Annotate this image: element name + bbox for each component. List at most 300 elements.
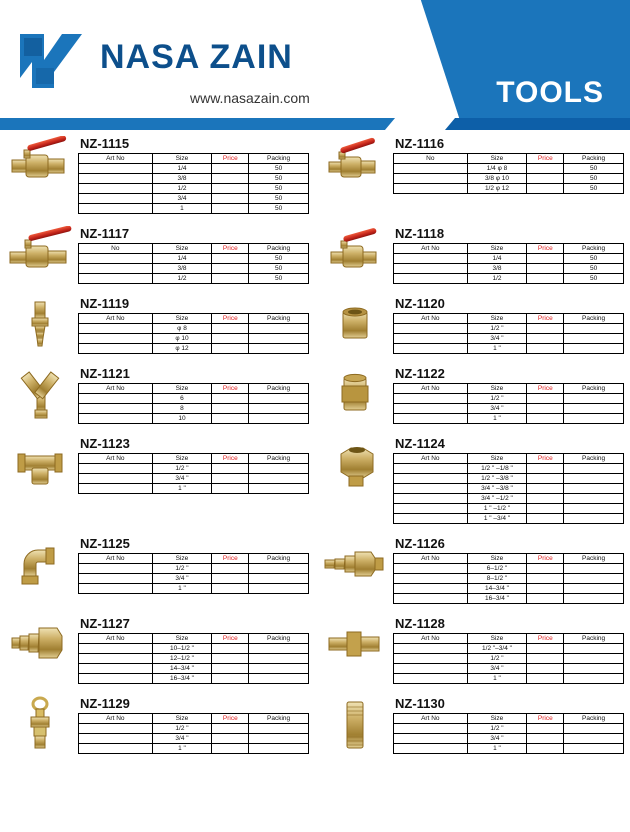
product-code: NZ-1118 bbox=[395, 226, 445, 241]
cell-packing bbox=[249, 744, 309, 754]
col-header-size: Size bbox=[152, 384, 212, 394]
table-row bbox=[394, 414, 624, 424]
table-header-row bbox=[79, 554, 309, 564]
cell-size: 1 " bbox=[467, 674, 527, 684]
cell-price bbox=[527, 654, 564, 664]
product-cell bbox=[0, 530, 315, 610]
table-row bbox=[394, 664, 624, 674]
table-row bbox=[79, 344, 309, 354]
product-cell bbox=[315, 610, 630, 690]
table-row bbox=[394, 744, 624, 754]
col-header-price: Price bbox=[527, 554, 564, 564]
col-header-art-no: Art No bbox=[79, 554, 153, 564]
col-header-packing: Packing bbox=[249, 714, 309, 724]
cell-price bbox=[527, 574, 564, 584]
cell-size: 1 " bbox=[152, 484, 212, 494]
product-cell bbox=[0, 360, 315, 430]
cell-price bbox=[212, 474, 249, 484]
cell-packing: 50 bbox=[564, 254, 624, 264]
cell-art bbox=[79, 664, 153, 674]
table-row bbox=[394, 404, 624, 414]
table-row bbox=[394, 574, 624, 584]
product-details bbox=[391, 616, 624, 684]
col-header-price: Price bbox=[212, 634, 249, 644]
col-header-price: Price bbox=[527, 154, 564, 164]
spec-table bbox=[78, 383, 309, 424]
cell-packing bbox=[564, 724, 624, 734]
cell-art bbox=[394, 504, 468, 514]
col-header-art-no: Art No bbox=[394, 454, 468, 464]
product-details bbox=[76, 296, 309, 354]
cell-size: 1/2 bbox=[152, 184, 212, 194]
cell-packing bbox=[249, 394, 309, 404]
cell-packing: 50 bbox=[564, 184, 624, 194]
table-row bbox=[79, 204, 309, 214]
col-header-packing: Packing bbox=[249, 154, 309, 164]
cell-packing bbox=[249, 344, 309, 354]
cell-size: 1/2 " bbox=[467, 724, 527, 734]
product-cell bbox=[315, 220, 630, 290]
cell-size: 1/2 " bbox=[467, 654, 527, 664]
table-header-row bbox=[394, 634, 624, 644]
cell-price bbox=[212, 724, 249, 734]
col-header-art-no: Art No bbox=[394, 554, 468, 564]
table-row bbox=[79, 334, 309, 344]
cell-packing bbox=[564, 514, 624, 524]
col-header-price: Price bbox=[212, 454, 249, 464]
table-row bbox=[79, 164, 309, 174]
cell-art bbox=[394, 584, 468, 594]
table-row bbox=[394, 464, 624, 474]
table-row bbox=[79, 584, 309, 594]
cell-size: 1/4 bbox=[152, 254, 212, 264]
cell-price bbox=[527, 174, 564, 184]
product-code: NZ-1119 bbox=[80, 296, 130, 311]
cell-packing bbox=[249, 324, 309, 334]
cell-size: 8 bbox=[152, 404, 212, 414]
cell-size: 16–3/4 " bbox=[467, 594, 527, 604]
col-header-size: Size bbox=[467, 154, 527, 164]
col-header-size: Size bbox=[467, 454, 527, 464]
cell-price bbox=[527, 254, 564, 264]
tee-fitting-icon bbox=[4, 436, 76, 492]
cell-price bbox=[527, 514, 564, 524]
table-row bbox=[79, 574, 309, 584]
cell-size: 1 " –3/4 " bbox=[467, 514, 527, 524]
cell-price bbox=[527, 744, 564, 754]
table-row bbox=[394, 654, 624, 664]
product-details bbox=[391, 536, 624, 604]
cell-size: 1 " bbox=[467, 744, 527, 754]
table-row bbox=[394, 504, 624, 514]
cell-packing bbox=[564, 414, 624, 424]
header-band-wedge bbox=[385, 118, 455, 130]
col-header-price: Price bbox=[212, 314, 249, 324]
col-header-art-no: Art No bbox=[79, 714, 153, 724]
col-header-packing: Packing bbox=[564, 314, 624, 324]
cell-packing bbox=[249, 484, 309, 494]
cell-art bbox=[394, 174, 468, 184]
product-code: NZ-1123 bbox=[80, 436, 130, 451]
cell-packing: 50 bbox=[564, 274, 624, 284]
table-header-row bbox=[394, 314, 624, 324]
table-row bbox=[394, 674, 624, 684]
cell-price bbox=[527, 264, 564, 274]
cell-packing bbox=[564, 564, 624, 574]
header-bottom-band-light bbox=[0, 118, 420, 130]
cell-packing: 50 bbox=[249, 254, 309, 264]
cell-size: 1 " bbox=[152, 744, 212, 754]
table-row bbox=[394, 264, 624, 274]
cell-art bbox=[394, 414, 468, 424]
cell-art bbox=[79, 254, 153, 264]
col-header-packing: Packing bbox=[564, 554, 624, 564]
cell-price bbox=[527, 184, 564, 194]
cell-packing bbox=[564, 594, 624, 604]
cell-art bbox=[394, 474, 468, 484]
cell-packing bbox=[564, 734, 624, 744]
col-header-price: Price bbox=[212, 244, 249, 254]
cell-size: 3/4 " bbox=[467, 334, 527, 344]
cell-packing bbox=[249, 574, 309, 584]
cell-price bbox=[212, 584, 249, 594]
col-header-packing: Packing bbox=[564, 154, 624, 164]
table-header-row bbox=[79, 314, 309, 324]
socket-coupling-icon bbox=[319, 366, 391, 422]
cell-art bbox=[79, 174, 153, 184]
table-header-row bbox=[79, 384, 309, 394]
cell-packing bbox=[564, 744, 624, 754]
catalog-sheet bbox=[0, 130, 630, 760]
cell-packing: 50 bbox=[249, 184, 309, 194]
cell-packing bbox=[564, 484, 624, 494]
col-header-packing: Packing bbox=[249, 454, 309, 464]
cell-packing bbox=[564, 394, 624, 404]
header-accent-notch bbox=[351, 0, 459, 118]
product-code: NZ-1117 bbox=[80, 226, 130, 241]
elbow-fitting-icon bbox=[4, 536, 76, 592]
cell-art bbox=[394, 334, 468, 344]
product-details bbox=[76, 226, 309, 284]
product-grid bbox=[0, 130, 630, 760]
brand-name: NASA ZAIN bbox=[100, 38, 293, 76]
table-row bbox=[79, 324, 309, 334]
spec-table bbox=[78, 713, 309, 754]
table-row bbox=[394, 594, 624, 604]
spec-table bbox=[78, 633, 309, 684]
table-row bbox=[79, 274, 309, 284]
cell-packing bbox=[249, 674, 309, 684]
cell-art bbox=[394, 674, 468, 684]
cell-art bbox=[79, 734, 153, 744]
cell-price bbox=[527, 584, 564, 594]
product-cell bbox=[315, 130, 630, 220]
product-details bbox=[76, 616, 309, 684]
cell-price bbox=[527, 644, 564, 654]
product-details bbox=[391, 136, 624, 194]
col-header-size: Size bbox=[467, 314, 527, 324]
col-header-art-no: Art No bbox=[79, 634, 153, 644]
ball-valve-compact-icon bbox=[319, 226, 391, 282]
product-details bbox=[391, 296, 624, 354]
cell-art bbox=[394, 464, 468, 474]
spec-table bbox=[393, 153, 624, 194]
cell-price bbox=[527, 594, 564, 604]
cell-price bbox=[212, 264, 249, 274]
cell-packing: 50 bbox=[249, 274, 309, 284]
table-row bbox=[79, 404, 309, 414]
cell-art bbox=[394, 724, 468, 734]
cell-art bbox=[394, 564, 468, 574]
cell-art bbox=[79, 474, 153, 484]
col-header-packing: Packing bbox=[249, 384, 309, 394]
product-cell bbox=[0, 610, 315, 690]
cell-price bbox=[527, 564, 564, 574]
cell-price bbox=[212, 204, 249, 214]
table-header-row bbox=[394, 454, 624, 464]
cell-art bbox=[79, 644, 153, 654]
cell-packing bbox=[249, 464, 309, 474]
cell-size: 6–1/2 " bbox=[467, 564, 527, 574]
product-details bbox=[76, 436, 309, 494]
cell-art bbox=[79, 484, 153, 494]
col-header-price: Price bbox=[527, 244, 564, 254]
table-row bbox=[394, 174, 624, 184]
cell-art bbox=[79, 404, 153, 414]
product-cell bbox=[0, 430, 315, 530]
cell-art bbox=[394, 594, 468, 604]
cell-size: 16–3/4 " bbox=[152, 674, 212, 684]
col-header-art-no: Art No bbox=[394, 314, 468, 324]
product-cell bbox=[315, 430, 630, 530]
col-header-size: Size bbox=[152, 314, 212, 324]
cell-size: 10–1/2 " bbox=[152, 644, 212, 654]
cell-price bbox=[527, 404, 564, 414]
table-header-row bbox=[79, 454, 309, 464]
cell-art bbox=[79, 724, 153, 734]
cell-price bbox=[212, 404, 249, 414]
cell-size: 1/2 " –3/8 " bbox=[467, 474, 527, 484]
cell-size: 3/4 " bbox=[152, 734, 212, 744]
table-row bbox=[394, 254, 624, 264]
cell-art bbox=[79, 574, 153, 584]
spec-table bbox=[78, 243, 309, 284]
col-header-size: Size bbox=[152, 454, 212, 464]
cell-price bbox=[527, 504, 564, 514]
table-row bbox=[79, 414, 309, 424]
table-row bbox=[79, 464, 309, 474]
product-code: NZ-1126 bbox=[395, 536, 445, 551]
cell-price bbox=[527, 344, 564, 354]
cell-packing bbox=[249, 474, 309, 484]
product-code: NZ-1127 bbox=[80, 616, 130, 631]
cell-packing bbox=[249, 724, 309, 734]
table-header-row bbox=[79, 634, 309, 644]
cell-size: 14–3/4 " bbox=[152, 664, 212, 674]
table-row bbox=[79, 394, 309, 404]
cell-packing: 50 bbox=[249, 264, 309, 274]
table-row bbox=[79, 254, 309, 264]
cell-price bbox=[212, 334, 249, 344]
cell-art bbox=[79, 394, 153, 404]
spec-table bbox=[393, 633, 624, 684]
cell-price bbox=[527, 494, 564, 504]
cell-size: 1/2 φ 12 bbox=[467, 184, 527, 194]
product-code: NZ-1124 bbox=[395, 436, 445, 451]
product-details bbox=[76, 136, 309, 214]
table-row bbox=[79, 664, 309, 674]
cell-price bbox=[212, 324, 249, 334]
cell-packing bbox=[564, 584, 624, 594]
page-header bbox=[0, 0, 630, 130]
cell-price bbox=[212, 194, 249, 204]
col-header-art-no: No bbox=[79, 244, 153, 254]
hex-nipple-icon bbox=[319, 616, 391, 672]
cell-art bbox=[394, 734, 468, 744]
section-title: TOOLS bbox=[496, 76, 604, 109]
cell-size: φ 10 bbox=[152, 334, 212, 344]
cell-size: 3/8 bbox=[152, 264, 212, 274]
cell-art bbox=[79, 324, 153, 334]
product-code: NZ-1129 bbox=[80, 696, 130, 711]
col-header-size: Size bbox=[152, 634, 212, 644]
cell-size: 3/4 bbox=[152, 194, 212, 204]
table-row bbox=[79, 744, 309, 754]
cell-price bbox=[527, 334, 564, 344]
table-row bbox=[394, 484, 624, 494]
cell-price bbox=[527, 164, 564, 174]
product-details bbox=[76, 366, 309, 424]
table-header-row bbox=[79, 244, 309, 254]
table-header-row bbox=[394, 244, 624, 254]
cell-price bbox=[212, 164, 249, 174]
table-row bbox=[79, 174, 309, 184]
product-cell bbox=[315, 690, 630, 760]
spec-table bbox=[393, 553, 624, 604]
table-row bbox=[394, 324, 624, 334]
product-cell bbox=[315, 530, 630, 610]
cell-art bbox=[79, 414, 153, 424]
cell-art bbox=[79, 464, 153, 474]
col-header-price: Price bbox=[527, 634, 564, 644]
safety-relief-valve-icon bbox=[4, 696, 76, 752]
cell-price bbox=[212, 464, 249, 474]
cell-packing: 50 bbox=[249, 204, 309, 214]
col-header-art-no: No bbox=[394, 154, 468, 164]
table-row bbox=[79, 474, 309, 484]
spec-table bbox=[78, 453, 309, 494]
col-header-price: Price bbox=[212, 714, 249, 724]
product-code: NZ-1120 bbox=[395, 296, 445, 311]
cell-packing bbox=[564, 334, 624, 344]
cell-price bbox=[527, 724, 564, 734]
cell-size: 3/4 " bbox=[467, 664, 527, 674]
cell-size: 3/4 " bbox=[467, 734, 527, 744]
cell-size: 1/2 " bbox=[467, 394, 527, 404]
table-row bbox=[79, 724, 309, 734]
cell-price bbox=[527, 274, 564, 284]
cell-size: 1/2 " bbox=[152, 724, 212, 734]
barrel-nipple-icon bbox=[319, 696, 391, 752]
cell-packing bbox=[564, 504, 624, 514]
ball-valve-long-handle-icon bbox=[4, 226, 76, 282]
col-header-price: Price bbox=[212, 554, 249, 564]
table-row bbox=[394, 494, 624, 504]
cell-art bbox=[394, 394, 468, 404]
cell-price bbox=[527, 484, 564, 494]
cell-packing: 50 bbox=[564, 174, 624, 184]
cell-packing bbox=[564, 654, 624, 664]
cell-price bbox=[212, 564, 249, 574]
product-details bbox=[391, 226, 624, 284]
table-header-row bbox=[79, 154, 309, 164]
cell-packing bbox=[249, 564, 309, 574]
cell-price bbox=[527, 734, 564, 744]
col-header-art-no: Art No bbox=[394, 634, 468, 644]
cell-price bbox=[212, 274, 249, 284]
cell-size: φ 12 bbox=[152, 344, 212, 354]
nasa-zain-logo-icon bbox=[14, 26, 88, 96]
cell-size: 3/4 " bbox=[467, 404, 527, 414]
cell-size: 3/4 " bbox=[152, 474, 212, 484]
table-row bbox=[79, 654, 309, 664]
spec-table bbox=[78, 553, 309, 594]
col-header-art-no: Art No bbox=[79, 384, 153, 394]
cell-packing bbox=[564, 344, 624, 354]
col-header-art-no: Art No bbox=[394, 714, 468, 724]
cell-price bbox=[212, 744, 249, 754]
cell-packing bbox=[249, 414, 309, 424]
col-header-art-no: Art No bbox=[79, 154, 153, 164]
cell-price bbox=[527, 394, 564, 404]
product-details bbox=[391, 366, 624, 424]
col-header-price: Price bbox=[212, 154, 249, 164]
cell-size: 1/4 φ 8 bbox=[467, 164, 527, 174]
col-header-packing: Packing bbox=[564, 714, 624, 724]
table-header-row bbox=[394, 554, 624, 564]
spec-table bbox=[393, 383, 624, 424]
cell-price bbox=[212, 664, 249, 674]
cell-packing bbox=[564, 574, 624, 584]
table-row bbox=[394, 164, 624, 174]
cell-size: 8–1/2 " bbox=[467, 574, 527, 584]
cell-price bbox=[212, 734, 249, 744]
cell-size: 1 " bbox=[467, 414, 527, 424]
cell-packing: 50 bbox=[249, 194, 309, 204]
table-row bbox=[394, 334, 624, 344]
cell-price bbox=[527, 474, 564, 484]
cell-price bbox=[212, 414, 249, 424]
col-header-size: Size bbox=[152, 154, 212, 164]
col-header-size: Size bbox=[467, 634, 527, 644]
cell-price bbox=[212, 394, 249, 404]
col-header-packing: Packing bbox=[564, 384, 624, 394]
cell-art bbox=[394, 264, 468, 274]
cell-art bbox=[394, 654, 468, 664]
cell-price bbox=[212, 254, 249, 264]
table-row bbox=[394, 514, 624, 524]
table-row bbox=[394, 584, 624, 594]
cell-art bbox=[79, 204, 153, 214]
cell-price bbox=[212, 654, 249, 664]
col-header-price: Price bbox=[527, 714, 564, 724]
hex-reducing-bushing-icon bbox=[319, 436, 391, 492]
y-connector-barb-icon bbox=[4, 366, 76, 422]
cell-packing bbox=[249, 334, 309, 344]
cell-packing: 50 bbox=[249, 164, 309, 174]
cell-packing bbox=[249, 644, 309, 654]
cell-packing bbox=[564, 494, 624, 504]
